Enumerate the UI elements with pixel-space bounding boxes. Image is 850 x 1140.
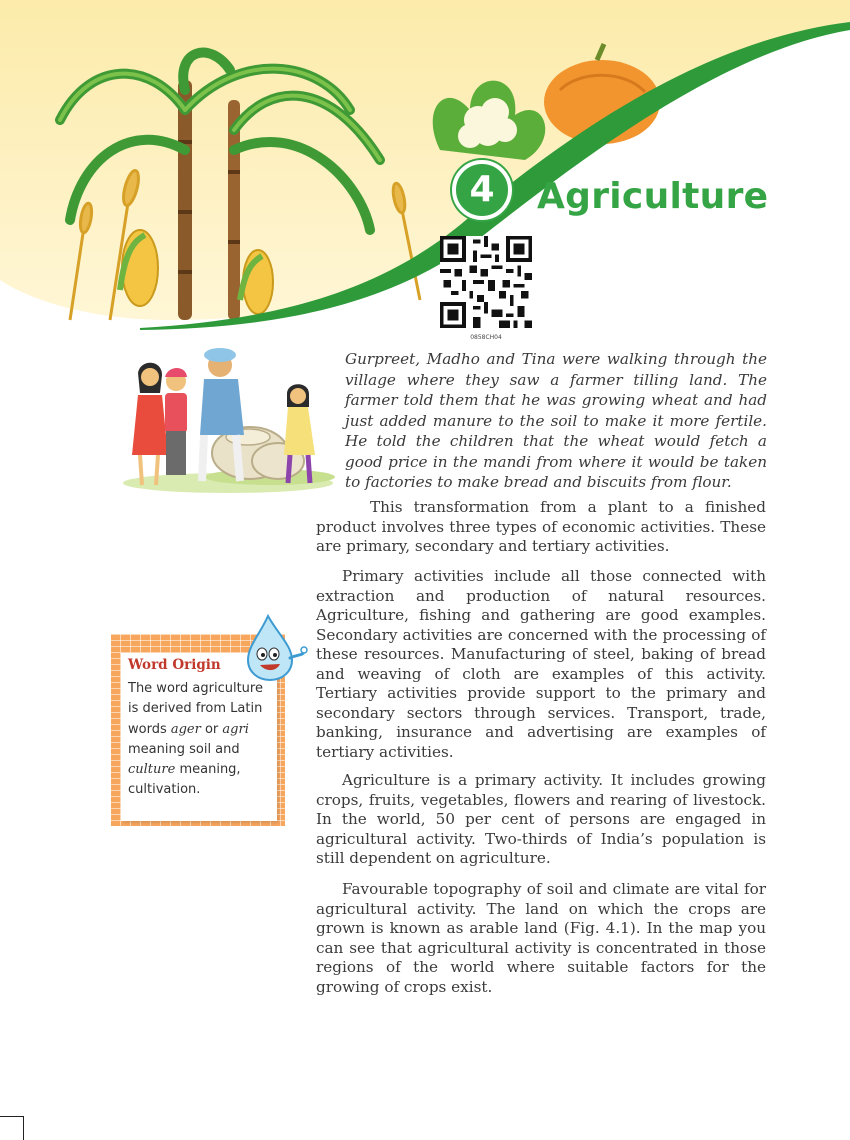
crop-mark-bottom-v xyxy=(23,1116,24,1140)
paragraph-primary-secondary-tertiary: Primary activities include all those connected with extraction and production of natural resources. Agriculture, fishing and gathering are good examples. Secondary activities are concerned with the processing of these resources. Manufacturing of steel, baking of bread and weaving of cloth are examples of this activity. Tertiary activities provide support to the primary and secondary sectors through services. Transport, trade, banking, insurance and advertising are examples of tertiary activities. xyxy=(316,567,766,761)
chapter-number-badge: 4 xyxy=(452,160,512,220)
qr-block xyxy=(440,236,532,341)
children-farmer-illustration xyxy=(120,345,335,495)
water-droplet-mascot-icon xyxy=(238,612,308,682)
intro-story: Gurpreet, Madho and Tina were walking through the village where they saw a farmer tilling land. The farmer told them that he was growing wheat and had just added manure to the soil to make it more fertile. He told the children that the wheat would fetch a good price in the mandi from where it would be taken to factories to make bread and biscuits from flour. xyxy=(345,350,767,491)
paragraph-economic-activities: This transformation from a plant to a finished product involves three types of economic activities. These are primary, secondary and tertiary activities. xyxy=(316,498,766,555)
paragraph-agriculture-primary: Agriculture is a primary activity. It includes growing crops, fruits, vegetables, flowers and rearing of livestock. In the world, 50 per cent of persons are engaged in agricultural activity. Two-thirds of India’s population is still dependent on agriculture. xyxy=(316,771,766,867)
word-origin-text: The word agriculture is derived from Latin words ager or agri meaning soil and culture meaning, cultivation. xyxy=(128,681,263,798)
qr-code-icon[interactable] xyxy=(440,236,532,328)
word-origin-title: Word Origin xyxy=(128,657,221,673)
qr-caption: 0858CH04 xyxy=(470,334,502,341)
chapter-banner-illustration xyxy=(0,0,850,340)
chapter-title: Agriculture xyxy=(537,176,769,217)
paragraph-arable-land: Favourable topography of soil and climate are vital for agricultural activity. The land on which the crops are grown is known as arable land (Fig. 4.1). In the map you can see that agricultural activity is concentrated in those regions of the world where suitable factors for the growing of crops exist. xyxy=(316,880,766,996)
crop-mark-bottom-h xyxy=(0,1116,24,1117)
